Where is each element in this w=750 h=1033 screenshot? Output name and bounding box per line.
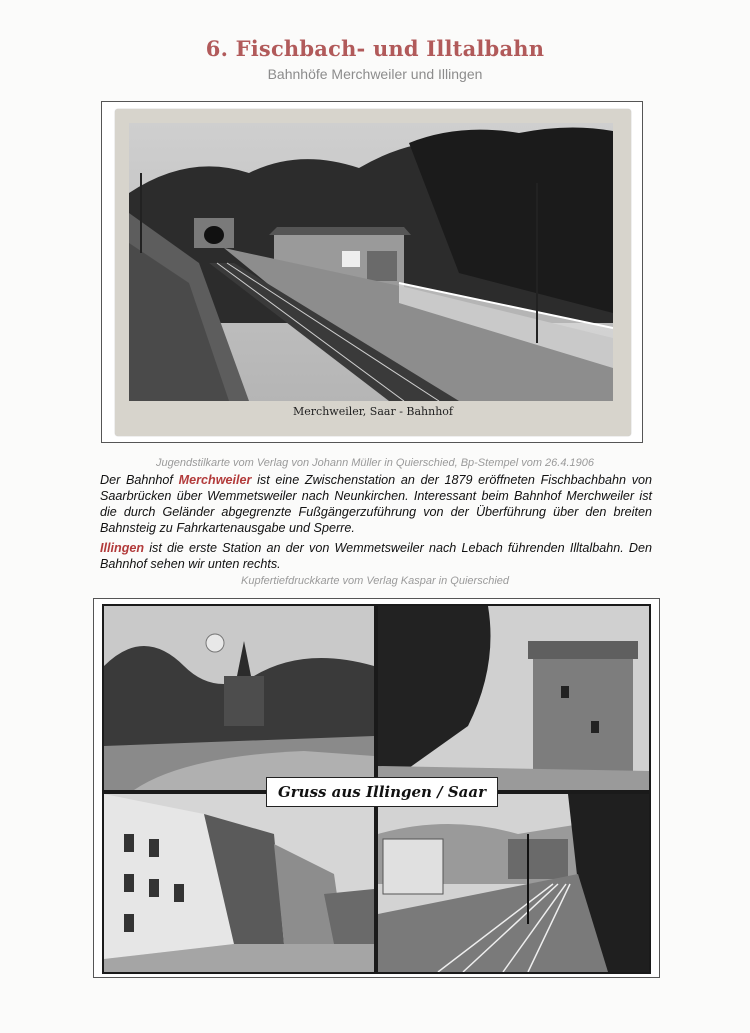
photo-street xyxy=(104,794,374,972)
postcard-frame-merchweiler xyxy=(101,101,643,443)
paragraph-merchweiler-text: ist eine Zwischenstation an der 1879 eröffneten Fischbachbahn von Saarbrücken über Wemmetsweiler nach Neunkirchen. Interessant beim Bahnhof Merchweiler ist die durch Geländer abgegrenzte Fußgängerzuführung von der Überführung über den breiten Bahnsteig zu Fahrkartenausgabe und Sperre. xyxy=(100,473,652,535)
postcard-illingen-caption: Kupfertiefdruckkarte vom Verlag Kaspar in Quierschied xyxy=(241,575,509,587)
photo-illingen-station xyxy=(378,794,649,972)
merchweiler-station-photo xyxy=(129,123,613,401)
highlight-illingen: Illingen xyxy=(100,541,145,555)
postcard-illingen xyxy=(102,604,651,974)
photo-church xyxy=(104,606,374,790)
postcard-greeting-banner: Gruss aus Illingen / Saar xyxy=(266,777,498,807)
highlight-merchweiler: Merchweiler xyxy=(178,473,252,487)
postcard-merchweiler xyxy=(115,109,631,436)
paragraph-illingen xyxy=(100,540,652,572)
photo-tower xyxy=(378,606,649,790)
paragraph-merchweiler xyxy=(100,472,652,536)
paragraph-illingen-text: ist die erste Station an der von Wemmetsweiler nach Lebach führenden Illtalbahn. Den Bahnhof sehen wir unten rechts. xyxy=(100,541,652,571)
paragraph-merchweiler-lead: Der Bahnhof xyxy=(100,473,179,487)
postcard-merchweiler-label: Merchweiler, Saar - Bahnhof xyxy=(293,405,453,418)
page-title: 6. Fischbach- und Illtalbahn xyxy=(205,36,545,61)
postcard-merchweiler-caption: Jugendstilkarte vom Verlag von Johann Müller in Quierschied, Bp-Stempel vom 26.4.1906 xyxy=(156,457,594,469)
page-subtitle: Bahnhöfe Merchweiler und Illingen xyxy=(267,66,483,82)
postcard-frame-illingen xyxy=(93,598,660,978)
